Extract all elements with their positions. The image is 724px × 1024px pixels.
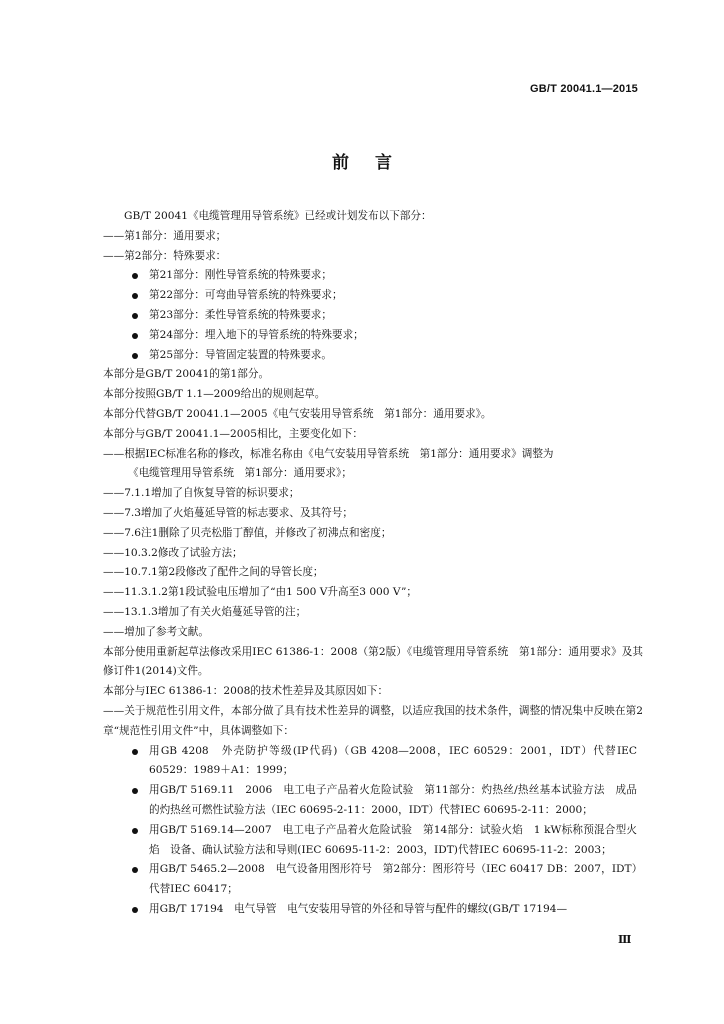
reference-item: 用GB/T 5169.14—2007 电工电子产品着火危险试验 第14部分：试验火焰 1 kW标称预混合型火焰 设备、确认试验方法和导则(IEC 60695-11-2：2003，IDT)代替IEC 60695-11-2：2003； [103, 821, 643, 861]
statement-line: 本部分代替GB/T 20041.1—2005《电气安装用导管系统 第1部分：通用要求》。 [103, 407, 492, 420]
iec-statement: 本部分使用重新起草法修改采用IEC 61386-1：2008（第2版）《电缆管理用导管系统 第1部分：通用要求》及其修订件1(2014)文件。 [103, 645, 643, 678]
change-item: ——11.3.1.2第1段试验电压增加了“由1 500 V升高至3 000 V”； [103, 586, 417, 599]
part2-item: 第24部分：埋入地下的导管系统的特殊要求； [103, 326, 643, 346]
change-item: ——10.7.1第2段修改了配件之间的导管长度； [103, 566, 324, 579]
part2-item: 第23部分：柔性导管系统的特殊要求； [103, 306, 643, 326]
intro-line: GB/T 20041《电缆管理用导管系统》已经或计划发布以下部分： [124, 210, 432, 222]
change-item: ——增加了参考文献。 [103, 625, 209, 638]
page-number: Ⅲ [618, 933, 632, 946]
page-title: 前言 [332, 153, 418, 173]
statement-line: 本部分与GB/T 20041.1—2005相比，主要变化如下： [103, 427, 363, 440]
part2-item: 第22部分：可弯曲导管系统的特殊要求； [103, 286, 643, 306]
reference-item: 用GB/T 17194 电气导管 电气安装用导管的外径和导管与配件的螺纹(GB/T 17194— [103, 900, 643, 920]
part-1-line: ——第1部分：通用要求； [103, 229, 227, 242]
change-item: ——13.1.3增加了有关火焰蔓延导管的注； [103, 605, 307, 618]
change-item-continuation: 《电缆管理用导管系统 第1部分：通用要求》； [128, 467, 352, 480]
change-item: ——7.6注1删除了贝壳松脂丁醇值，并修改了初沸点和密度； [103, 526, 392, 539]
change-item: ——根据IEC标准名称的修改，标准名称由《电气安装用导管系统 第1部分：通用要求》调整为 [103, 447, 554, 460]
part2-item: 第25部分：导管固定装置的特殊要求。 [103, 346, 643, 366]
difference-statement: 本部分与IEC 61386-1：2008的技术性差异及其原因如下： [103, 685, 389, 698]
document-code: GB/T 20041.1—2015 [530, 83, 638, 95]
change-item: ——10.3.2修改了试验方法； [103, 546, 243, 559]
change-item: ——7.1.1增加了自恢复导管的标识要求； [103, 487, 300, 500]
difference-intro: ——关于规范性引用文件，本部分做了具有技术性差异的调整，以适应我国的技术条件，调整的情况集中反映在第2章“规范性引用文件”中，具体调整如下： [103, 704, 643, 737]
change-item: ——7.3增加了火焰蔓延导管的标志要求、及其符号； [103, 506, 353, 519]
part-2-line: ——第2部分：特殊要求： [103, 249, 227, 262]
reference-item: 用GB 4208 外壳防护等级(IP代码)（GB 4208—2008，IEC 60529：2001，IDT）代替IEC 60529：1989＋A1：1999； [103, 742, 643, 782]
statement-line: 本部分按照GB/T 1.1—2009给出的规则起草。 [103, 388, 326, 401]
statement-line: 本部分是GB/T 20041的第1部分。 [103, 368, 270, 381]
part2-item: 第21部分：刚性导管系统的特殊要求； [103, 266, 643, 286]
reference-item: 用GB/T 5465.2—2008 电气设备用图形符号 第2部分：图形符号（IEC 60417 DB：2007，IDT）代替IEC 60417； [103, 860, 643, 900]
document-body [103, 207, 643, 920]
reference-item: 用GB/T 5169.11 2006 电工电子产品着火危险试验 第11部分：灼热丝/热丝基本试验方法 成品的灼热丝可燃性试验方法（IEC 60695-2-11：2000，IDT）代替IEC 60695-2-11：2000； [103, 781, 643, 821]
